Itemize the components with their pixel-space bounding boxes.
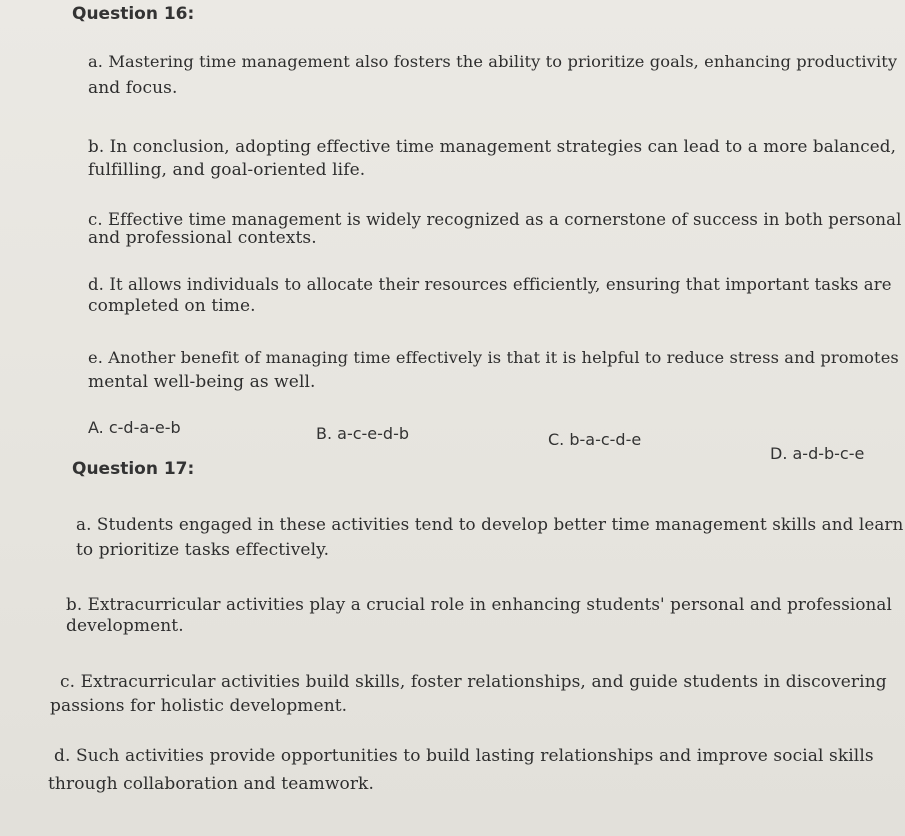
q17-sentence-a-line-1: a. Students engaged in these activities tend to develop better time management skills and learn bbox=[76, 514, 904, 534]
q16-option-d[interactable]: D. a-d-b-c-e bbox=[770, 444, 865, 463]
question-16-title: Question 16: bbox=[72, 4, 195, 24]
q16-option-a[interactable]: A. c-d-a-e-b bbox=[88, 418, 181, 437]
q16-sentence-a-line-1: a. Mastering time management also fosters the ability to prioritize goals, enhancing productivity bbox=[88, 52, 898, 71]
q16-sentence-e-line-1: e. Another benefit of managing time effectively is that it is helpful to reduce stress and promotes bbox=[88, 348, 899, 367]
q17-sentence-d-line-2: through collaboration and teamwork. bbox=[48, 774, 374, 794]
q16-option-c[interactable]: C. b-a-c-d-e bbox=[548, 430, 642, 449]
q16-sentence-b-line-2: fulfilling, and goal-oriented life. bbox=[88, 160, 366, 180]
q17-sentence-d-line-1: d. Such activities provide opportunities to build lasting relationships and improve social skills bbox=[54, 746, 874, 766]
q17-sentence-c-line-2: passions for holistic development. bbox=[50, 696, 348, 716]
q16-sentence-d-line-2: completed on time. bbox=[88, 296, 256, 316]
q17-sentence-a-line-2: to prioritize tasks effectively. bbox=[76, 540, 330, 560]
q16-sentence-e-line-2: mental well-being as well. bbox=[88, 372, 316, 392]
q16-option-b[interactable]: B. a-c-e-d-b bbox=[316, 424, 409, 443]
q16-sentence-b-line-1: b. In conclusion, adopting effective time management strategies can lead to a more balanced, bbox=[88, 136, 897, 156]
question-17-title: Question 17: bbox=[72, 459, 195, 479]
q17-sentence-b-line-2: development. bbox=[66, 616, 184, 636]
q16-sentence-c-line-1: c. Effective time management is widely recognized as a cornerstone of success in both personal bbox=[88, 210, 902, 229]
q16-sentence-a-line-2: and focus. bbox=[88, 78, 178, 98]
q17-sentence-b-line-1: b. Extracurricular activities play a crucial role in enhancing students' personal and professional bbox=[66, 594, 892, 614]
q16-sentence-c-line-2: and professional contexts. bbox=[88, 228, 317, 248]
q16-sentence-d-line-1: d. It allows individuals to allocate their resources efficiently, ensuring that important tasks are bbox=[88, 275, 892, 294]
q17-sentence-c-line-1: c. Extracurricular activities build skills, foster relationships, and guide students in discovering bbox=[60, 672, 887, 692]
